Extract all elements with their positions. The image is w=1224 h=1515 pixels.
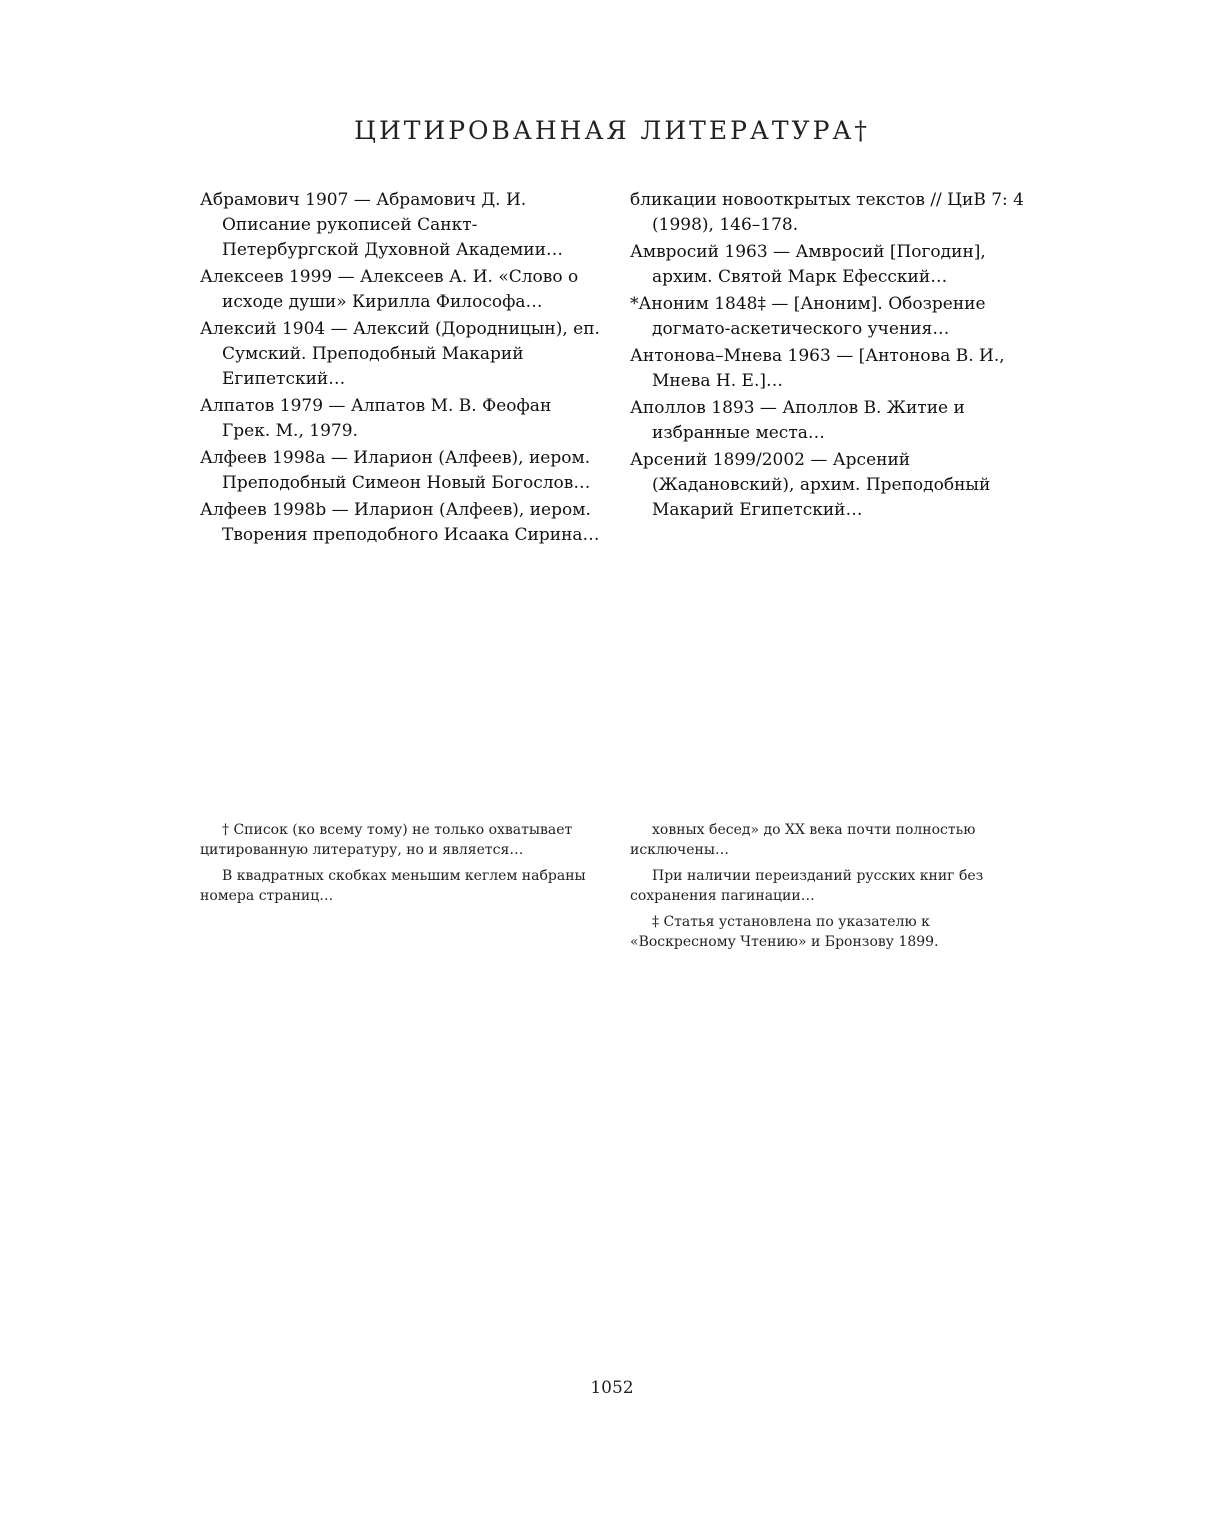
bibliography-entry: Алфеев 1998a — Иларион (Алфеев), иером. Преподобный Симеон Новый Богослов… bbox=[200, 448, 591, 493]
bibliography-left-column bbox=[200, 188, 600, 550]
bibliography-entry: Алексий 1904 — Алексий (Дородницын), еп. Сумский. Преподобный Макарий Египетский… bbox=[200, 319, 600, 389]
bibliography-right-column bbox=[630, 188, 1032, 525]
footnote-paragraph: В квадратных скобках меньшим кеглем набраны номера страниц… bbox=[200, 868, 586, 904]
page-number: 1052 bbox=[590, 1378, 634, 1398]
bibliography-entry: Абрамович 1907 — Абрамович Д. И. Описание рукописей Санкт-Петербургской Духовной Академии… bbox=[200, 190, 563, 260]
footnotes-left bbox=[200, 820, 600, 912]
footnotes-right bbox=[630, 820, 1032, 958]
bibliography-entry: бликации новооткрытых текстов // ЦиВ 7: 4 (1998), 146–178. bbox=[630, 190, 1024, 235]
bibliography-entry: Аполлов 1893 — Аполлов В. Житие и избранные места… bbox=[630, 398, 965, 443]
bibliography-entry: *Аноним 1848‡ — [Аноним]. Обозрение догмато-аскетического учения… bbox=[630, 294, 986, 339]
page-title: ЦИТИРОВАННАЯ ЛИТЕРАТУРА† bbox=[354, 116, 870, 145]
bibliography-entry: Алпатов 1979 — Алпатов М. В. Феофан Грек. М., 1979. bbox=[200, 396, 552, 441]
bibliography-entry: Алфеев 1998b — Иларион (Алфеев), иером. Творения преподобного Исаака Сирина… bbox=[200, 500, 600, 545]
bibliography-entry: Алексеев 1999 — Алексеев А. И. «Слово о исходе души» Кирилла Философа… bbox=[200, 267, 579, 312]
footnote-paragraph: † Список (ко всему тому) не только охватывает цитированную литературу, но и является… bbox=[200, 822, 573, 858]
bibliography-entry: Антонова–Мнева 1963 — [Антонова В. И., Мнева Н. Е.]… bbox=[630, 346, 1005, 391]
bibliography-entry: Амвросий 1963 — Амвросий [Погодин], архим. Святой Марк Ефесский… bbox=[630, 242, 986, 287]
footnote-paragraph: При наличии переизданий русских книг без сохранения пагинации… bbox=[630, 868, 984, 904]
footnote-paragraph: ховных бесед» до XX века почти полностью исключены… bbox=[630, 822, 976, 858]
footnote-paragraph: ‡ Статья установлена по указателю к «Воскресному Чтению» и Бронзову 1899. bbox=[630, 914, 939, 950]
bibliography-entry: Арсений 1899/2002 — Арсений (Жадановский), архим. Преподобный Макарий Египетский… bbox=[630, 450, 991, 520]
